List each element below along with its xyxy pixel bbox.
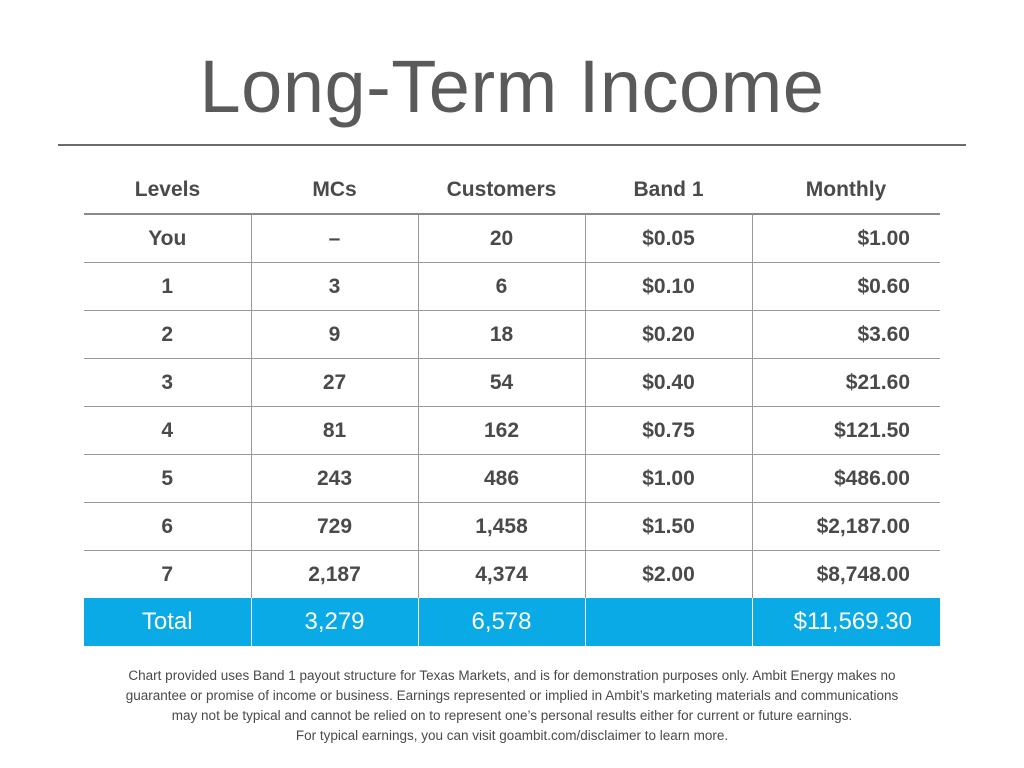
income-table <box>84 166 940 646</box>
cell-level: 7 <box>161 562 174 586</box>
cell-monthly: $2,187.00 <box>752 503 940 551</box>
cell-customers: 20 <box>418 214 585 263</box>
cell-level: 1 <box>84 263 251 311</box>
title-divider <box>58 144 966 146</box>
cell-customers: 4,374 <box>418 551 585 599</box>
header-row <box>84 166 940 214</box>
cell-band1: $2.00 <box>585 551 752 599</box>
total-customers: 6,578 <box>418 598 585 646</box>
cell-mcs: 2,187 <box>251 551 418 599</box>
cell-level: 5 <box>84 455 251 503</box>
cell-band1: $0.75 <box>585 407 752 455</box>
disclaimer-line: guarantee or promise of income or business. Earnings represented or implied in Ambit’s marketing materials and communications <box>125 688 899 703</box>
cell-mcs: 243 <box>251 455 418 503</box>
table-row <box>84 214 940 263</box>
disclaimer-line: may not be typical and cannot be relied on to represent one’s personal results either for current or future earnings. <box>171 708 853 723</box>
cell-band1: $1.50 <box>585 503 752 551</box>
total-row <box>84 598 940 646</box>
cell-band1: $0.10 <box>585 263 752 311</box>
cell-mcs: 9 <box>251 311 418 359</box>
cell-level: 6 <box>84 503 251 551</box>
cell-monthly: $121.50 <box>752 407 940 455</box>
table-row <box>84 551 940 599</box>
column-header-mcs: MCs <box>251 166 418 214</box>
cell-customers: 54 <box>418 359 585 407</box>
column-header-band1: Band 1 <box>585 166 752 214</box>
cell-customers: 1,458 <box>418 503 585 551</box>
cell-monthly: $0.60 <box>752 263 940 311</box>
cell-customers: 18 <box>418 311 585 359</box>
cell-band1: $0.05 <box>585 214 752 263</box>
cell-mcs: 729 <box>251 503 418 551</box>
table-row <box>84 359 940 407</box>
table-body <box>84 214 940 598</box>
table-row <box>84 311 940 359</box>
cell-mcs: 27 <box>251 359 418 407</box>
cell-monthly: $1.00 <box>752 214 940 263</box>
total-label: Total <box>84 598 251 646</box>
disclaimer <box>40 666 984 746</box>
cell-mcs: – <box>251 214 418 263</box>
disclaimer-line: For typical earnings, you can visit goambit.com/disclaimer to learn more. <box>295 728 729 743</box>
cell-monthly: $21.60 <box>752 359 940 407</box>
cell-level: 3 <box>84 359 251 407</box>
page-title: Long-Term Income <box>199 45 825 128</box>
cell-band1: $1.00 <box>585 455 752 503</box>
cell-monthly: $3.60 <box>752 311 940 359</box>
cell-level: 4 <box>84 407 251 455</box>
cell-level: 2 <box>84 311 251 359</box>
cell-customers: 486 <box>418 455 585 503</box>
table-row <box>84 407 940 455</box>
table-row <box>84 503 940 551</box>
column-header-monthly: Monthly <box>752 166 940 214</box>
cell-band1: $0.40 <box>585 359 752 407</box>
disclaimer-line: Chart provided uses Band 1 payout structure for Texas Markets, and is for demonstration purposes only. Ambit Energy makes no <box>128 668 896 683</box>
total-band1 <box>585 598 752 646</box>
cell-monthly: $8,748.00 <box>752 551 940 599</box>
total-mcs: 3,279 <box>251 598 418 646</box>
cell-customers: 6 <box>418 263 585 311</box>
cell-band1: $0.20 <box>585 311 752 359</box>
cell-customers: 162 <box>418 407 585 455</box>
column-header-customers: Customers <box>418 166 585 214</box>
column-header-levels: Levels <box>84 166 251 214</box>
table-row <box>84 455 940 503</box>
cell-mcs: 3 <box>251 263 418 311</box>
cell-level: You <box>84 214 251 263</box>
total-monthly: $11,569.30 <box>752 598 940 646</box>
cell-monthly: $486.00 <box>752 455 940 503</box>
cell-mcs: 81 <box>251 407 418 455</box>
table-row <box>84 263 940 311</box>
